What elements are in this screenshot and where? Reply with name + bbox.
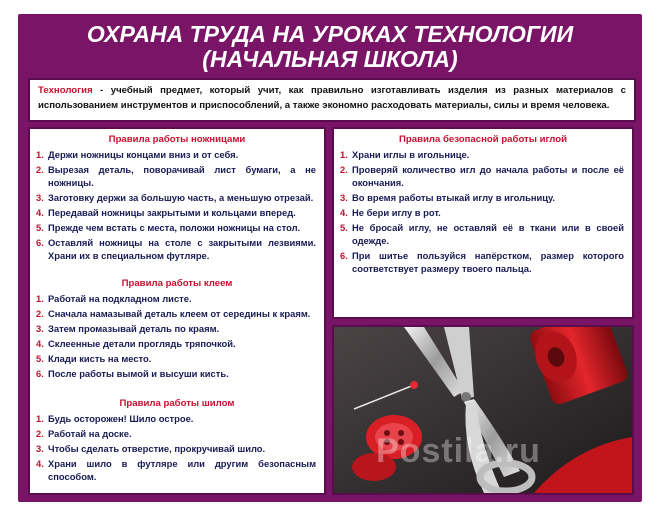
list-item: [36, 367, 316, 380]
item-number: 3.: [340, 192, 348, 203]
intro-term: Технология: [38, 85, 93, 96]
item-text: При шитье пользуйся напёрстком, размер которого соответствует размеру твоего пальца.: [352, 250, 624, 274]
scissors-rules-list: [30, 148, 324, 262]
list-item: [36, 206, 316, 219]
item-text: Не бросай иглу, не оставляй её в ткани или в своей одежде.: [352, 222, 624, 246]
list-item: [36, 191, 316, 204]
item-number: 1.: [36, 149, 44, 160]
glue-rules-title: Правила работы клеем: [121, 278, 233, 289]
list-item: [340, 249, 624, 275]
list-item: [36, 352, 316, 365]
needle-rules-panel: [332, 127, 634, 319]
item-number: 5.: [36, 222, 44, 233]
item-number: 3.: [36, 323, 44, 334]
needle-rules-list: [334, 148, 632, 275]
item-text: Работай на подкладном листе.: [48, 293, 192, 304]
list-item: [36, 236, 316, 262]
item-number: 6.: [36, 237, 44, 248]
watermark-text: Postila.ru: [376, 432, 541, 470]
item-number: 3.: [36, 192, 44, 203]
item-number: 2.: [36, 428, 44, 439]
item-text: Держи ножницы концами вниз и от себя.: [48, 149, 239, 160]
item-text: Вырезая деталь, поворачивай лист бумаги, а не ножницы.: [48, 164, 316, 188]
item-text: Затем промазывай деталь по краям.: [48, 323, 220, 334]
item-text: Будь осторожен! Шило острое.: [48, 413, 194, 424]
item-number: 5.: [36, 353, 44, 364]
item-number: 1.: [340, 149, 348, 160]
title-line-1: ОХРАНА ТРУДА НА УРОКАХ ТЕХНОЛОГИИ: [86, 21, 574, 47]
item-number: 4.: [36, 207, 44, 218]
item-text: Проверяй количество игл до начала работы и после её окончания.: [352, 164, 624, 188]
list-item: [340, 191, 624, 204]
item-text: Не бери иглу в рот.: [352, 207, 441, 218]
item-number: 2.: [36, 164, 44, 175]
item-text: Клади кисть на место.: [48, 353, 152, 364]
glue-rules-list: [30, 292, 324, 380]
poster: [18, 14, 642, 502]
list-item: [36, 322, 316, 335]
list-item: [36, 412, 316, 425]
item-text: Прежде чем встать с места, положи ножницы на стол.: [48, 222, 301, 233]
list-item: [340, 163, 624, 189]
item-text: Во время работы втыкай иглу в игольницу.: [352, 192, 556, 203]
item-number: 3.: [36, 443, 44, 454]
needle-rules-title: Правила безопасной работы иглой: [399, 134, 567, 145]
item-number: 2.: [340, 164, 348, 175]
list-item: [36, 427, 316, 440]
title-line-2: (НАЧАЛЬНАЯ ШКОЛА): [202, 46, 458, 72]
item-number: 2.: [36, 308, 44, 319]
list-item: [36, 148, 316, 161]
item-number: 6.: [340, 250, 348, 261]
item-text: Склеенные детали проглядь тряпочкой.: [48, 338, 236, 349]
item-number: 4.: [36, 458, 44, 469]
item-text: Заготовку держи за большую часть, а меньшую отрезай.: [48, 192, 314, 203]
item-number: 1.: [36, 293, 44, 304]
intro-text: - учебный предмет, который учит, как правильно изготавливать изделия из разных материалов с использованием инструментов и приспособлений, а также экономно расходовать материалы, силы и время человека.: [38, 85, 626, 111]
item-number: 4.: [340, 207, 348, 218]
item-text: Передавай ножницы закрытыми и кольцами вперед.: [48, 207, 296, 218]
item-text: Храни иглы в игольнице.: [352, 149, 470, 160]
item-text: Храни шило в футляре или другим безопасным способом.: [48, 458, 316, 482]
item-text: Работай на доске.: [48, 428, 132, 439]
item-text: После работы вымой и высуши кисть.: [48, 368, 229, 379]
item-text: Оставляй ножницы на столе с закрытыми лезвиями. Храни их в специальном футляре.: [48, 237, 316, 261]
page-title: [18, 22, 642, 72]
item-number: 6.: [36, 368, 44, 379]
left-rules-panel: [28, 127, 326, 495]
list-item: [36, 307, 316, 320]
item-text: Сначала намазывай деталь клеем от середины к краям.: [48, 308, 311, 319]
list-item: [36, 221, 316, 234]
item-number: 1.: [36, 413, 44, 424]
list-item: [36, 163, 316, 189]
awl-rules-title: Правила работы шилом: [119, 398, 235, 409]
list-item: [340, 206, 624, 219]
list-item: [340, 221, 624, 247]
list-item: [36, 292, 316, 305]
scissors-rules-title: Правила работы ножницами: [108, 134, 246, 145]
item-number: 5.: [340, 222, 348, 233]
item-number: 4.: [36, 338, 44, 349]
list-item: [340, 148, 624, 161]
list-item: [36, 442, 316, 455]
list-item: [36, 337, 316, 350]
item-text: Чтобы сделать отверстие, прокручивай шило.: [48, 443, 266, 454]
list-item: [36, 457, 316, 483]
awl-rules-list: [30, 412, 324, 483]
intro-box: [28, 78, 636, 122]
